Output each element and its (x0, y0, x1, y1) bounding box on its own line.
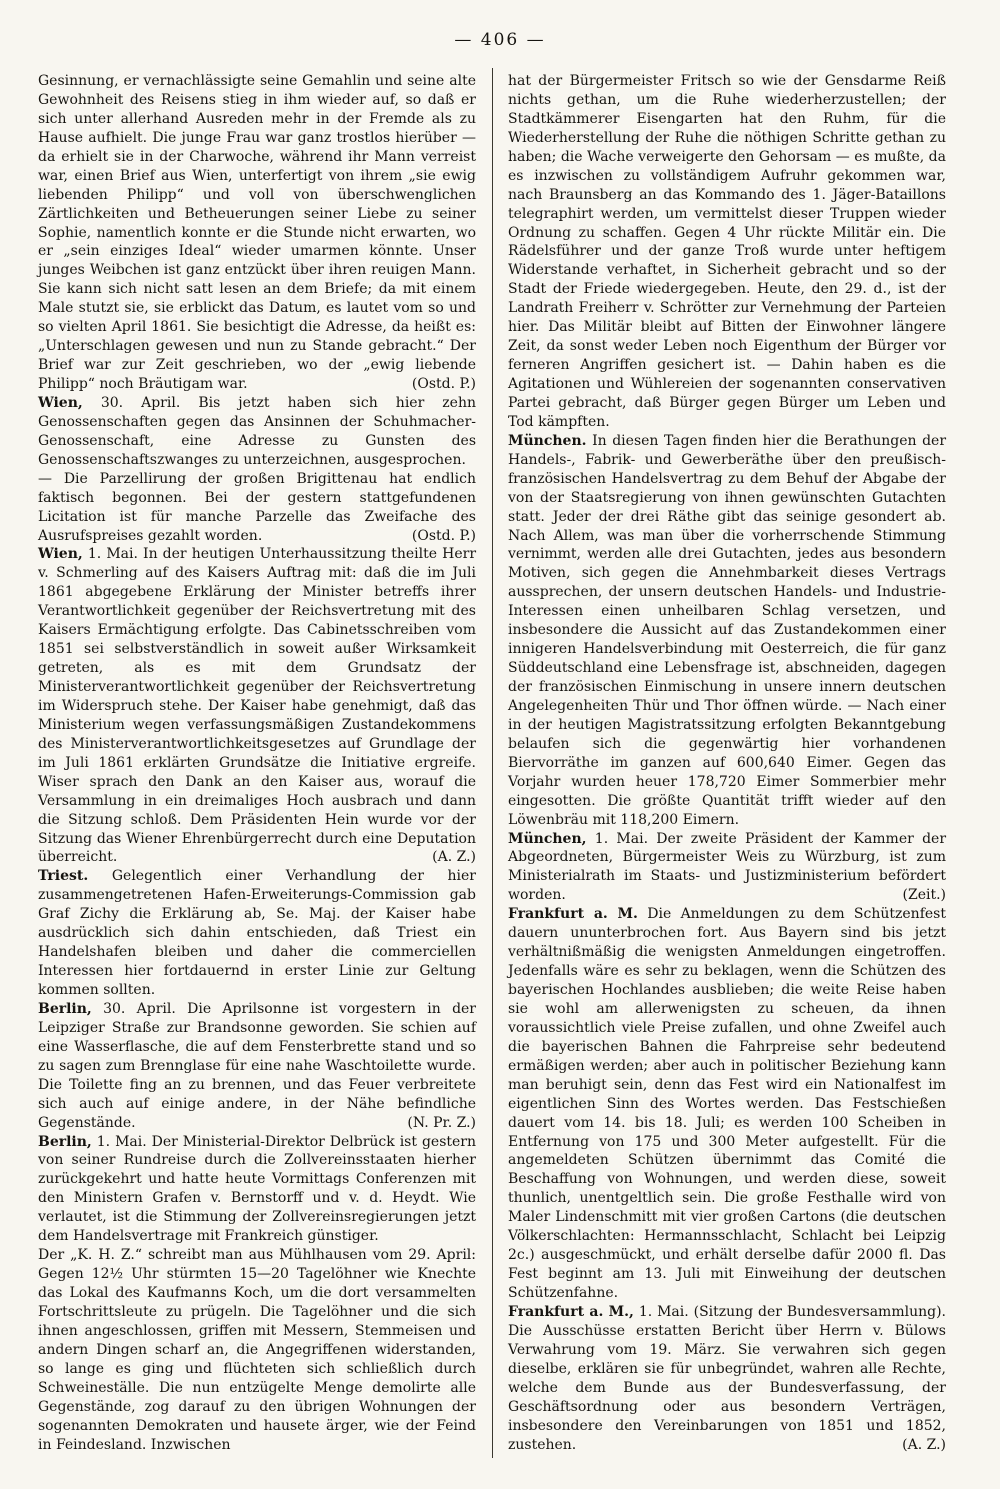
article-paragraph (508, 905, 946, 1303)
article-text: — Die Parzellirung der großen Brigittenau hat endlich faktisch begonnen. Bei der gestern stattgefundenen Licitation ist für manche Parzelle das Zweifache des Ausrufspreises gezahlt worden. (38, 470, 476, 544)
source-citation: (N. Pr. Z.) (407, 1114, 476, 1131)
dateline: Frankfurt a. M. (508, 906, 638, 923)
right-column (508, 72, 946, 1454)
article-text: 30. April. Bis jetzt haben sich hier zehn Genossenschaften gegen das Ansinnen der Schuhmacher-Genossenschaft, eine Adresse zu Gunsten des Genossenschaftszwanges zu unterzeichnen, ausgesprochen. (38, 394, 477, 468)
article-text: In diesen Tagen finden hier die Berathungen der Handels-, Fabrik- und Gewerberäthe über den preußisch-französischen Handelsvertrag zu dem Behuf der Abgabe der von der Staatsregierung von ihnen gewünschten Gutachten statt. Jeder der drei Räthe gibt das seinige gesondert ab. Nach Allem, was man über die vorherrschende Stimmung vernimmt, werden alle drei Gutachten, jedes aus besondern Motiven, sich gegen die Annehmbarkeit dieses Vertrags aussprechen, der unsern deutschen Handels- und Industrie-Interessen einen unheilbaren Schlag versetzen, und insbesondere die Aussicht auf das Zustandekommen einer innigeren Handelsverbindung mit Oesterreich, die für ganz Süddeutschland eine Lebensfrage ist, abschneiden, dagegen der französischen Einmischung in unsere innern deutschen Angelegenheiten Thür und Thor öffnen würde. — Nach einer in der heutigen Magistratssitzung erfolgten Bekanntgebung belaufen sich die gegenwärtig hier vorhandenen Biervorräthe im ganzen auf 600,640 Eimer. Gegen das Vorjahr wurden heuer 178,720 Eimer Sommerbier mehr eingesotten. Die größte Quantität trifft wieder auf den Löwenbräu mit 118,200 Eimern. (508, 432, 947, 828)
article-text: 1. Mai. Der Ministerial-Direktor Delbrück ist gestern von seiner Rundreise durch die Zollvereinsstaaten hierher zurückgekehrt und hatte heute Vormittags Conferenzen mit den Ministern Grafen v. Bernstorff und v. d. Heydt. Wie verlautet, ist die Stimmung der Zollvereinsregierungen jetzt dem Handelsvertrage mit Frankreich günstiger. (38, 1133, 476, 1245)
dateline: München, (508, 830, 587, 847)
article-text: Der „K. H. Z.“ schreibt man aus Mühlhausen vom 29. April: Gegen 12½ Uhr stürmten 15—20 Tagelöhner wie Knechte das Lokal des Kaufmanns Koch, um die dort versammelten Fortschrittsleute zu prügeln. Die Tagelöhner und die sich ihnen angeschlossen, griffen mit Messern, Stemmeisen und andern Dingen scharf an, die Angegriffenen widerstanden, so lange es ging und flüchteten sich schließlich durch Schweineställe. Die nun entzügelte Menge demolirte alle Gegenstände, zog darauf zu den übrigen Wohnungen der sogenannten Demokraten und hausete ärger, wie der Feind in Feindesland. Inzwischen (38, 1247, 476, 1453)
article-paragraph (38, 394, 476, 470)
left-column (38, 72, 476, 1454)
article-paragraph (38, 470, 476, 546)
page-number: — 406 — (454, 30, 546, 50)
dateline: Berlin, (38, 1133, 92, 1150)
dateline: München. (508, 432, 587, 449)
source-citation: (Ostd. P.) (411, 376, 476, 392)
article-text: 30. April. Die Aprilsonne ist vorgestern in der Leipziger Straße zur Brandsonne geworden. Sie schien auf eine Wasserflasche, die auf dem Fensterbrette stand und so zu sagen zum Brennglase für eine nahe Waschtoilette wurde. Die Toilette fing an zu brennen, und das Feuer verbreitete sich auch auf einige andere, in der Nähe befindliche Gegenstände. (38, 1000, 477, 1131)
dateline: Frankfurt a. M., (508, 1303, 634, 1320)
dateline: Wien, (38, 546, 83, 563)
article-text: 1. Mai. (Sitzung der Bundesversammlung). Die Ausschüsse erstatten Bericht über Herrn v. Bülows Verwahrung vom 19. März. Sie verwahren sich gegen dieselbe, erklären sie für unbegründet, wahren alle Rechte, welche dem Bunde aus der Bundesverfassung, der Geschäftsordnung oder aus besondern Verträgen, insbesondere den Vereinbarungen von 1851 und 1852, zustehen. (508, 1303, 946, 1453)
article-paragraph (508, 1303, 946, 1455)
source-citation: (A. Z.) (432, 849, 476, 866)
article-text: 1. Mai. Der zweite Präsident der Kammer der Abgeordneten, Bürgermeister Weis zu Würzburg, ist zum Ministerialrath im Staats- und Justizministerium befördert worden. (508, 830, 947, 904)
article-paragraph (38, 72, 476, 394)
article-text: Die Anmeldungen zu dem Schützenfest dauern ununterbrochen fort. Aus Bayern sind bis jetzt verhältnißmäßig die wenigsten Anmeldungen eingetroffen. Jedenfalls wäre es sehr zu beklagen, wenn die Schützen des bayerischen Hochlandes ausblieben; die weite Reise haben sie wohl am allerwenigsten zu scheuen, da ihnen voraussichtlich viele Preise zufallen, und ohne Zweifel auch die bayerischen Bahnen die Fahrpreise sehr bedeutend ermäßigen werden; aber auch in politischer Beziehung kann man beruhigt sein, denn das Fest wird ein Nationalfest im eigentlichen Sinn des Wortes werden. Das Festschießen dauert vom 14. bis 18. Juli; es werden 100 Scheiben in Entfernung von 175 und 300 Meter aufgestellt. Für die angemeldeten Schützen übernimmt das Comité die Beschaffung von Wohnungen, und werden diese, soweit thunlich, unentgeltlich sein. Die große Festhalle wird von Maler Lindenschmitt mit vier großen Cartons (die deutschen Völkerschlachten: Hermannsschlacht, Schlacht bei Leipzig 2c.) ausgeschmückt, und erhält derselbe dafür 2000 fl. Das Fest beginnt am 13. Juli mit Einweihung der deutschen Schützenfahne. (508, 906, 946, 1301)
article-paragraph (38, 867, 476, 1000)
article-text: Gelegentlich einer Verhandlung der hier zusammengetretenen Hafen-Erweiterungs-Commission gab Graf Zichy die Erklärung ab, Se. Maj. der Kaiser habe ausdrücklich sich dahin entschieden, daß Triest ein Handelshafen bleiben und daher die commerciellen Interessen hier fortdauernd in erster Linie zur Geltung kommen sollten. (38, 868, 476, 998)
article-text: 1. Mai. In der heutigen Unterhaussitzung theilte Herr v. Schmerling auf des Kaisers Auftrag mit: daß die im Juli 1861 abgegebene Erklärung der Minister betreffs ihrer Verantwortlichkeit gegenüber der Reichsvertretung mit des Kaisers Ermächtigung erfolgte. Das Cabinetsschreiben vom 1851 sei selbstverständlich in soweit außer Wirksamkeit getreten, als es mit dem Grundsatz der Ministerverantwortlichkeit gegenüber der Reichsvertretung im Widerspruch stehe. Der Kaiser habe genehmigt, daß das Ministerium wegen verfassungsmäßigen Zustandekommens des Ministerverantwortlichkeitsgesetzes auf Grundlage der im Juli 1861 erklärten Grundsätze die Initiative ergreife. Wiser sprach den Dank an den Kaiser aus, worauf die Versammlung in ein dreimaliges Hoch ausbrach und dann die Sitzung schloß. Dem Präsidenten Hein wurde vor der Sitzung das Wiener Ehrenbürgerrecht durch eine Deputation überreicht. (38, 546, 477, 866)
article-text: hat der Bürgermeister Fritsch so wie der Gensdarme Reiß nichts gethan, um die Ruhe wiederherzustellen; der Stadtkämmerer Eisengarten hat den Ruhm, für die Wiederherstellung der Ruhe die nöthigen Schritte gethan zu haben; die Wache verweigerte den Gehorsam — es mußte, da es inzwischen zu vollständigem Aufruhr gekommen war, nach Braunsberg an das Kommando des 1. Jäger-Bataillons telegraphirt werden, um vermittelst dieser Truppen wieder Ordnung zu schaffen. Gegen 4 Uhr rückte Militär ein. Die Rädelsführer und der ganze Troß wurde unter heftigem Widerstande verhaftet, in Sicherheit gebracht und so der Stadt der Friede wiedergegeben. Heute, den 29. d., ist der Landrath Freiherr v. Schrötter zur Vernehmung der Parteien hier. Das Militär bleibt auf Bitten der Einwohner längere Zeit, da sonst weder Leben noch Eigenthum der Bürger vor ferneren Angriffen gesichert ist. — Dahin haben es die Agitationen und Wühlereien der sogenannten conservativen Partei gebracht, daß Bürger gegen Bürger um Leben und Tod kämpften. (508, 73, 946, 430)
column-divider (492, 68, 493, 1458)
article-paragraph (38, 545, 476, 867)
article-paragraph (508, 830, 946, 906)
article-paragraph (38, 1000, 476, 1133)
source-citation: (Zeit.) (902, 887, 946, 904)
article-text: Gesinnung, er vernachlässigte seine Gemahlin und seine alte Gewohnheit des Reisens stieg in ihm wieder auf, so daß er sich unter allerhand Ausreden mehr in der Fremde als zu Hause aufhielt. Die junge Frau war ganz trostlos hierüber — da erhielt sie in der Charwoche, während ihr Mann verreist war, einen Brief aus Wien, unterfertigt von ihrem „sie ewig liebenden Philipp“ und voll von überschwenglichen Zärtlichkeiten und Betheuerungen seiner Liebe zu seiner Sophie, namentlich konnte er die Stunde nicht erwarten, wo er „sein einziges Ideal“ wieder umarmen könnte. Unser junges Weibchen ist ganz entzückt über ihren reuigen Mann. Sie kann sich nicht satt lesen an dem Briefe; da mit einem Male stutzt sie, sie erblickt das Datum, es lautet vom so und so vielten April 1861. Sie besichtigt die Adresse, da heißt es: „Unterschlagen gewesen und nun zu Stande gebracht.“ Der Brief war zur Zeit geschrieben, wo der „ewig liebende Philipp“ noch Bräutigam war. (38, 73, 476, 392)
article-paragraph (38, 1133, 476, 1247)
dateline: Berlin, (38, 1000, 92, 1017)
source-citation: (A. Z.) (902, 1436, 946, 1453)
dateline: Wien, (38, 394, 83, 411)
article-paragraph (38, 1246, 476, 1454)
article-paragraph (508, 432, 946, 830)
article-paragraph (508, 72, 946, 432)
source-citation: (Ostd. P.) (411, 527, 476, 544)
dateline: Triest. (38, 868, 89, 885)
